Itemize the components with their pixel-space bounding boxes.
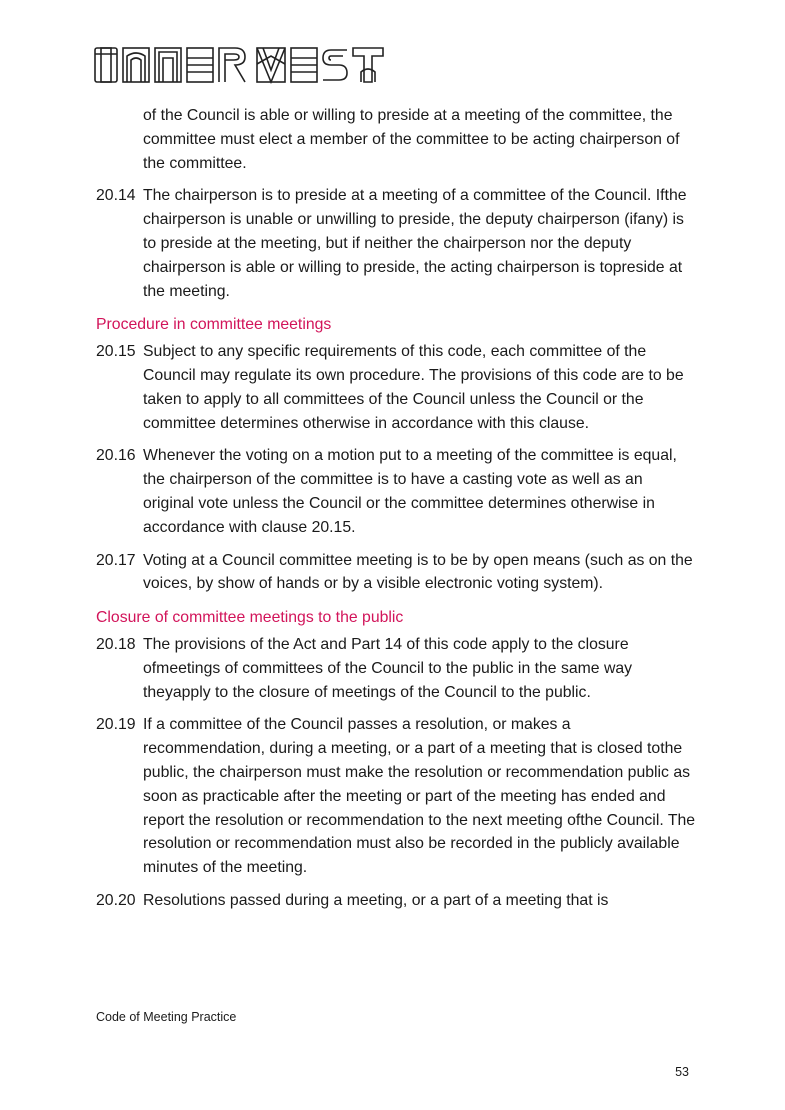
logo-letter-s [323,50,347,80]
logo-letter-i [95,48,117,82]
document-body [96,104,696,913]
clause-20-20 [96,889,696,913]
clause-20-15 [96,340,696,435]
footer-title: Code of Meeting Practice [96,1010,237,1024]
logo-letter-t [353,48,383,82]
logo-letter-r [219,48,245,82]
clause-text: Subject to any specific requirements of this code, each committee of the Council may regulate its own procedure. The provisions of this code are to be taken to apply to all committees of the Council unless the Council or the committee determines otherwise in accordance with this clause. [143,343,684,432]
clause-text: Voting at a Council committee meeting is to be by open means (such as on the voices, by show of hands or by a visible electronic voting system). [143,551,693,593]
clause-text: If a committee of the Council passes a resolution, or makes a recommendation, during a meeting, or a part of a meeting that is closed tothe public, the chairperson must make the resolution or recommendation public as soon as practicable after the meeting or part of the meeting has ended and report the resolution or recommendation to the next meeting ofthe Council. The resolution or recommendation must also be recorded in the publicly available minutes of the meeting. [143,716,696,877]
logo-letter-e [187,48,213,82]
clause-20-17 [96,549,696,597]
section-heading-closure: Closure of committee meetings to the public [96,609,404,627]
clause-20-19 [96,713,696,880]
clause-number: 20.14 [96,187,136,205]
clause-20-14 [96,184,696,303]
clause-text: of the Council is able or willing to preside at a meeting of the committee, the committee must elect a member of the committee to be acting chairperson of the committee. [143,107,680,172]
clause-number: 20.18 [96,635,136,653]
logo-letter-n [123,48,149,82]
clause-number: 20.16 [96,447,136,465]
clause-number: 20.15 [96,343,136,361]
clause-text: Whenever the voting on a motion put to a meeting of the committee is equal, the chairperson of the committee is to have a casting vote as well as an original vote unless the Council or the committee determines otherwise in accordance with clause 20.15. [143,447,677,536]
clause-number: 20.17 [96,551,136,569]
clause-text: The provisions of the Act and Part 14 of this code apply to the closure ofmeetings of committees of the Council to the public in the same way theyapply to the closure of meetings of the Council to the public. [143,635,633,701]
logo-letter-n-2 [155,48,181,82]
clause-number: 20.20 [96,891,136,909]
clause-20-16 [96,444,696,539]
section-heading-procedure: Procedure in committee meetings [96,316,332,334]
page-number: 53 [675,1065,689,1079]
clause-text: Resolutions passed during a meeting, or a part of a meeting that is [143,891,609,909]
paragraph-continued [96,104,696,175]
clause-text: The chairperson is to preside at a meeting of a committee of the Council. Ifthe chairperson is unable or unwilling to preside, the deputy chairperson (ifany) is to preside at the meeting, but if neither the chairperson nor the deputy chairperson is able or willing to preside, the acting chairperson is topreside at the meeting. [143,187,687,300]
logo-letter-e-2 [291,48,317,82]
inner-west-logo [93,44,393,84]
clause-number: 20.19 [96,716,136,734]
clause-20-18 [96,633,696,704]
logo-letter-w [257,48,285,82]
